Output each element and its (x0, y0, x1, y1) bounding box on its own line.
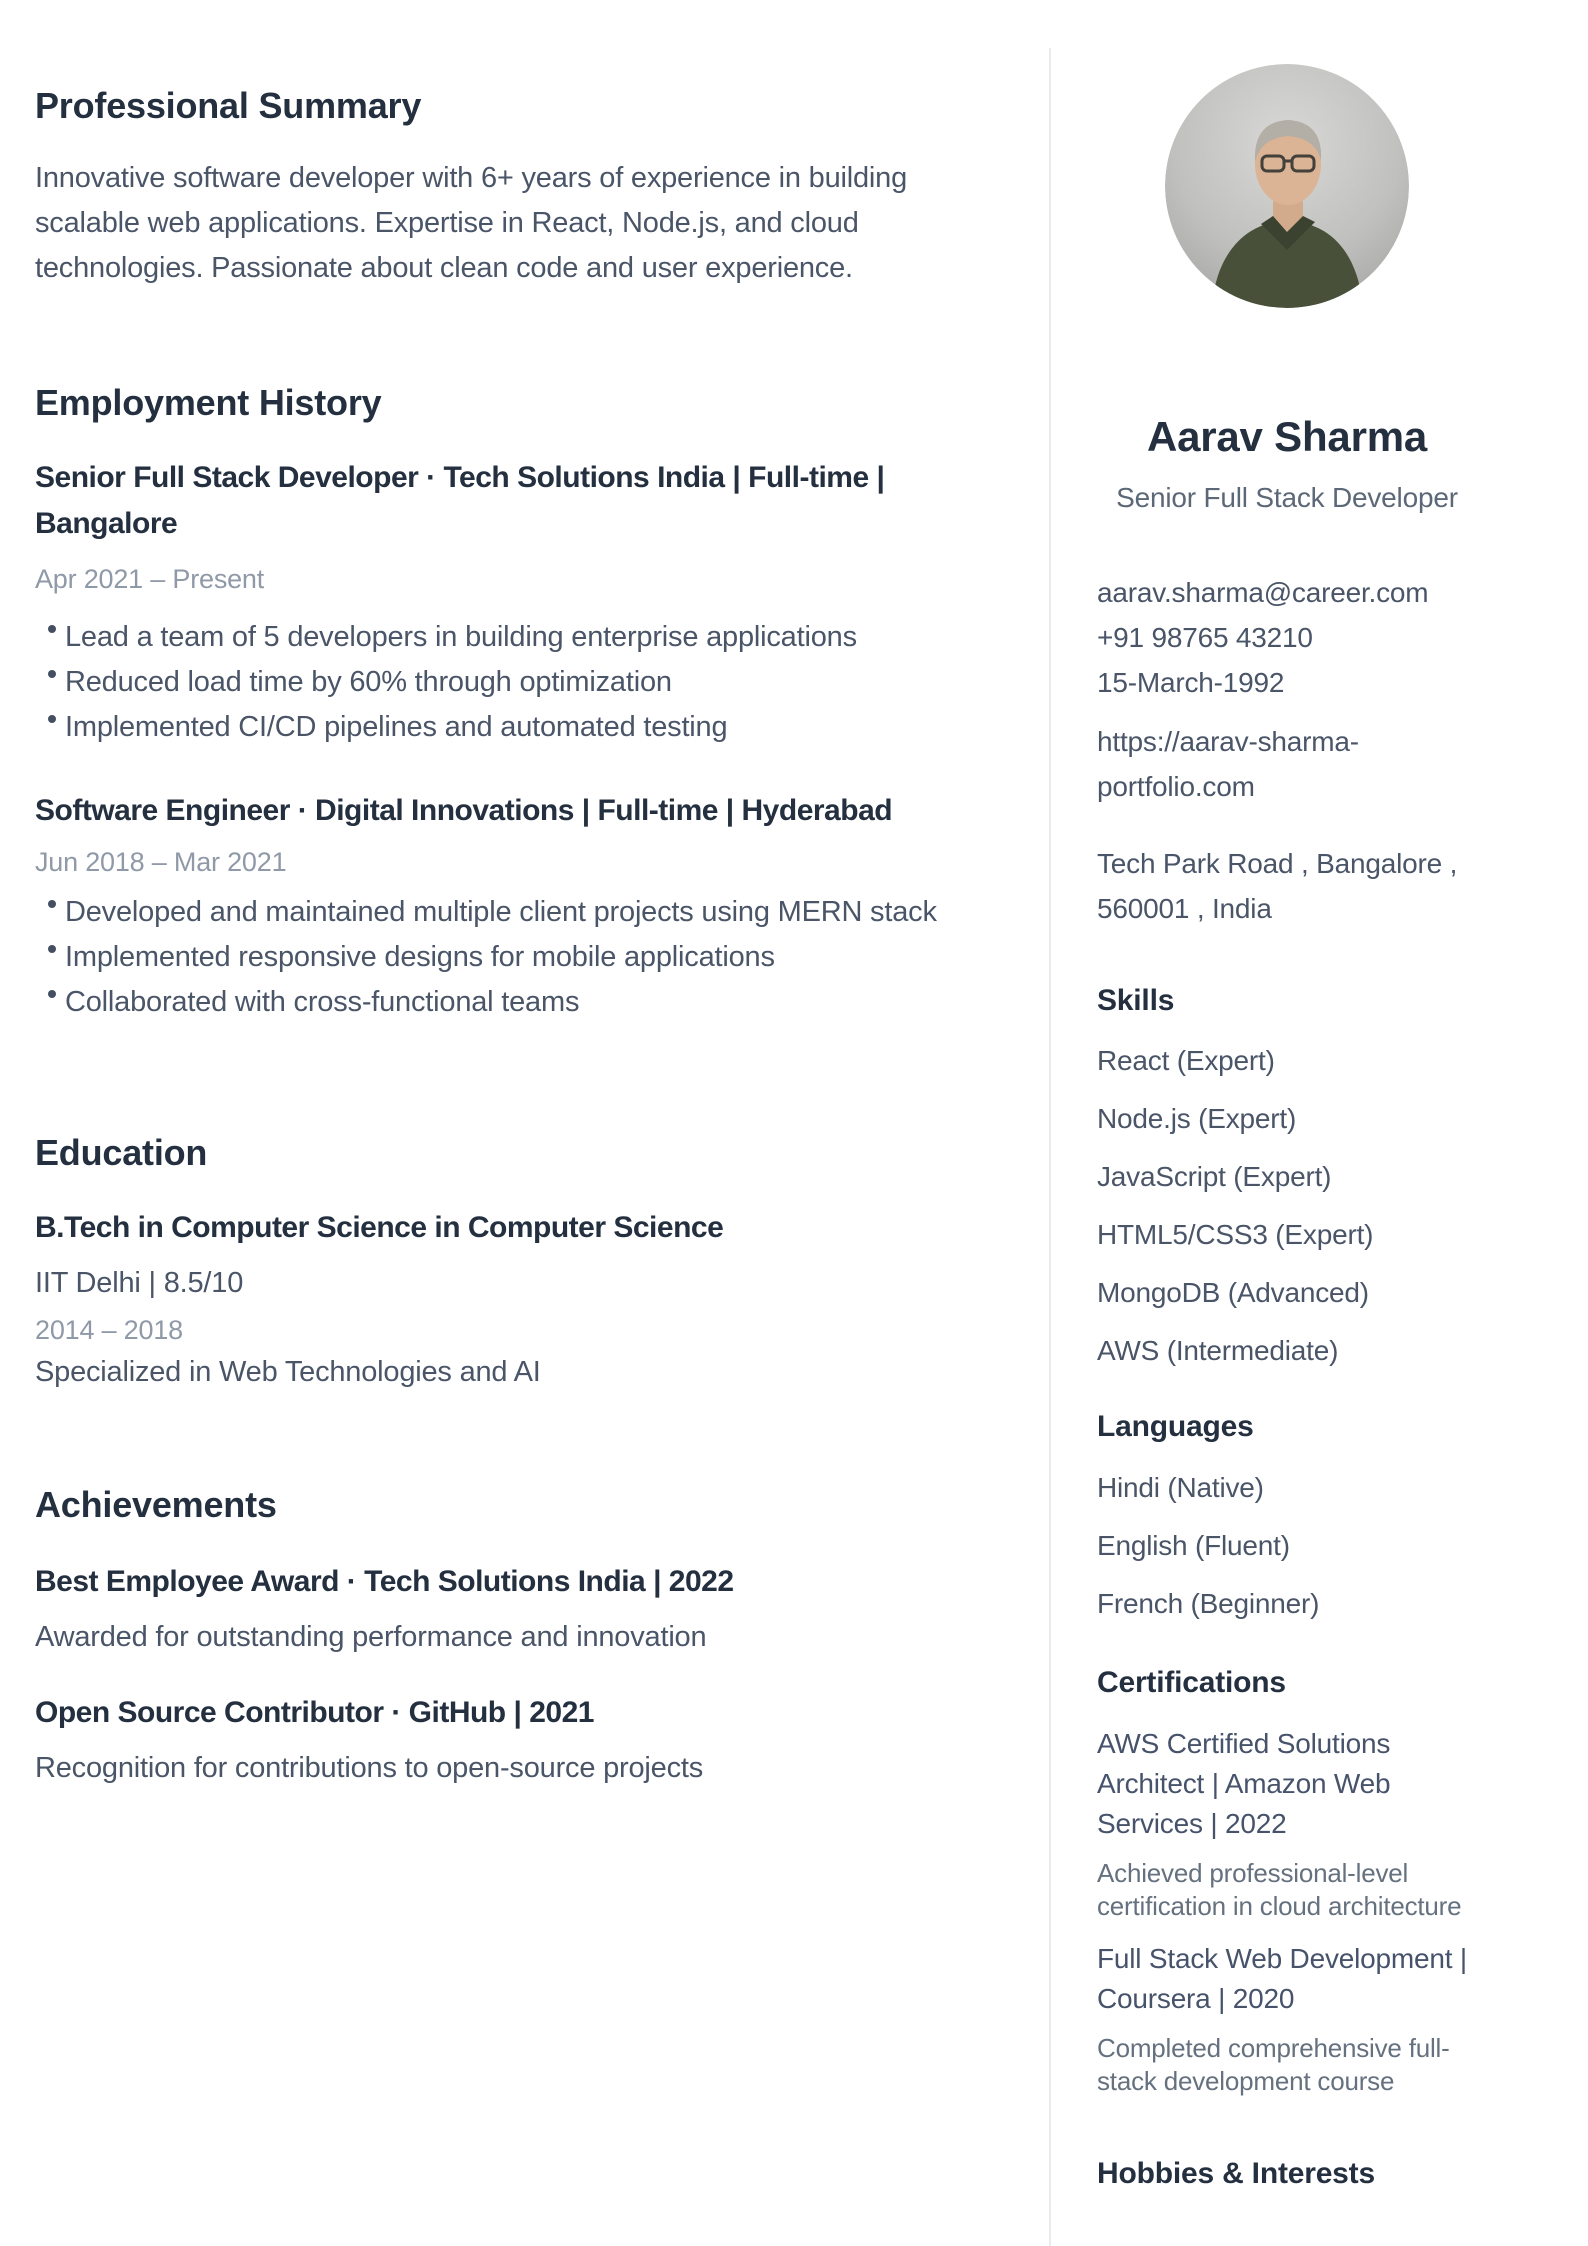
skills-section-title: Skills (1097, 984, 1175, 1017)
achievement-description: Recognition for contributions to open-source projects (35, 1752, 704, 1784)
certification-title: Full Stack Web Development | Coursera | 2020 (1097, 1943, 1467, 2014)
job-bullet-list (35, 615, 975, 750)
achievement-entry (35, 1559, 975, 1660)
job-bullet: Lead a team of 5 developers in building enterprise applications (35, 615, 975, 660)
job-bullet: Implemented responsive designs for mobile applications (35, 935, 975, 980)
summary-section-title: Professional Summary (35, 85, 422, 126)
achievements-section-title: Achievements (35, 1484, 277, 1525)
skill-item: JavaScript (Expert) (1097, 1161, 1332, 1192)
job-date: Apr 2021 – Present (35, 564, 265, 594)
job-title: Senior Full Stack Developer · Tech Solutions India | Full-time | Bangalore (35, 461, 885, 540)
contact-birth-date: 15-March-1992 (1097, 667, 1285, 698)
summary-text: Innovative software developer with 6+ years of experience in building scalable web applications. Expertise in React, Node.js, and cloud technologies. Passionate about clean code and user experience. (35, 162, 908, 284)
achievement-description: Awarded for outstanding performance and innovation (35, 1621, 707, 1653)
contact-email: aarav.sharma@career.com (1097, 577, 1429, 608)
education-date: 2014 – 2018 (35, 1315, 183, 1345)
employment-section-title: Employment History (35, 382, 382, 423)
contact-phone: +91 98765 43210 (1097, 622, 1313, 653)
certification-description: Achieved professional-level certification in cloud architecture (1097, 1858, 1462, 1921)
candidate-role: Senior Full Stack Developer (1116, 482, 1458, 513)
languages-section-title: Languages (1097, 1410, 1254, 1443)
certification-entry (1097, 1939, 1477, 2098)
skills-list (1097, 1038, 1477, 1373)
achievement-title: Best Employee Award · Tech Solutions India | 2022 (35, 1565, 734, 1598)
resume-sidebar (1097, 0, 1477, 2194)
resume-main-column (35, 0, 975, 1791)
job-entry (35, 788, 975, 1025)
job-bullet-list (35, 890, 975, 1025)
education-note: Specialized in Web Technologies and AI (35, 1356, 541, 1388)
languages-list (1097, 1465, 1477, 1626)
hobbies-section-title: Hobbies & Interests (1097, 2157, 1375, 2190)
candidate-name: Aarav Sharma (1146, 413, 1428, 460)
skill-item: AWS (Intermediate) (1097, 1335, 1339, 1366)
language-item: Hindi (Native) (1097, 1472, 1264, 1503)
skill-item: HTML5/CSS3 (Expert) (1097, 1219, 1374, 1250)
job-title: Software Engineer · Digital Innovations | Full-time | Hyderabad (35, 794, 893, 827)
skill-item: React (Expert) (1097, 1045, 1275, 1076)
certifications-section-title: Certifications (1097, 1666, 1286, 1699)
achievement-title: Open Source Contributor · GitHub | 2021 (35, 1696, 594, 1729)
profile-photo-container (1097, 64, 1477, 308)
certification-title: AWS Certified Solutions Architect | Amazon Web Services | 2022 (1097, 1728, 1391, 1839)
certification-entry (1097, 1724, 1477, 1923)
job-date: Jun 2018 – Mar 2021 (35, 847, 287, 877)
skill-item: Node.js (Expert) (1097, 1103, 1297, 1134)
job-entry (35, 455, 975, 750)
job-bullet: Developed and maintained multiple client projects using MERN stack (35, 890, 975, 935)
education-institution: IIT Delhi | 8.5/10 (35, 1267, 244, 1299)
certification-description: Completed comprehensive full-stack development course (1097, 2033, 1450, 2096)
contact-address: Tech Park Road , Bangalore , 560001 , India (1097, 848, 1458, 924)
degree-title: B.Tech in Computer Science in Computer Science (35, 1211, 724, 1244)
profile-photo (1165, 64, 1409, 308)
language-item: French (Beginner) (1097, 1588, 1320, 1619)
achievement-entry (35, 1690, 975, 1791)
education-section-title: Education (35, 1132, 208, 1173)
column-divider (1049, 48, 1051, 2246)
job-bullet: Reduced load time by 60% through optimization (35, 660, 975, 705)
contact-website: https://aarav-sharma-portfolio.com (1097, 726, 1359, 802)
contact-block (1097, 570, 1477, 931)
job-bullet: Implemented CI/CD pipelines and automated testing (35, 705, 975, 750)
education-entry (35, 1205, 975, 1395)
language-item: English (Fluent) (1097, 1530, 1290, 1561)
job-bullet: Collaborated with cross-functional teams (35, 980, 975, 1025)
skill-item: MongoDB (Advanced) (1097, 1277, 1369, 1308)
